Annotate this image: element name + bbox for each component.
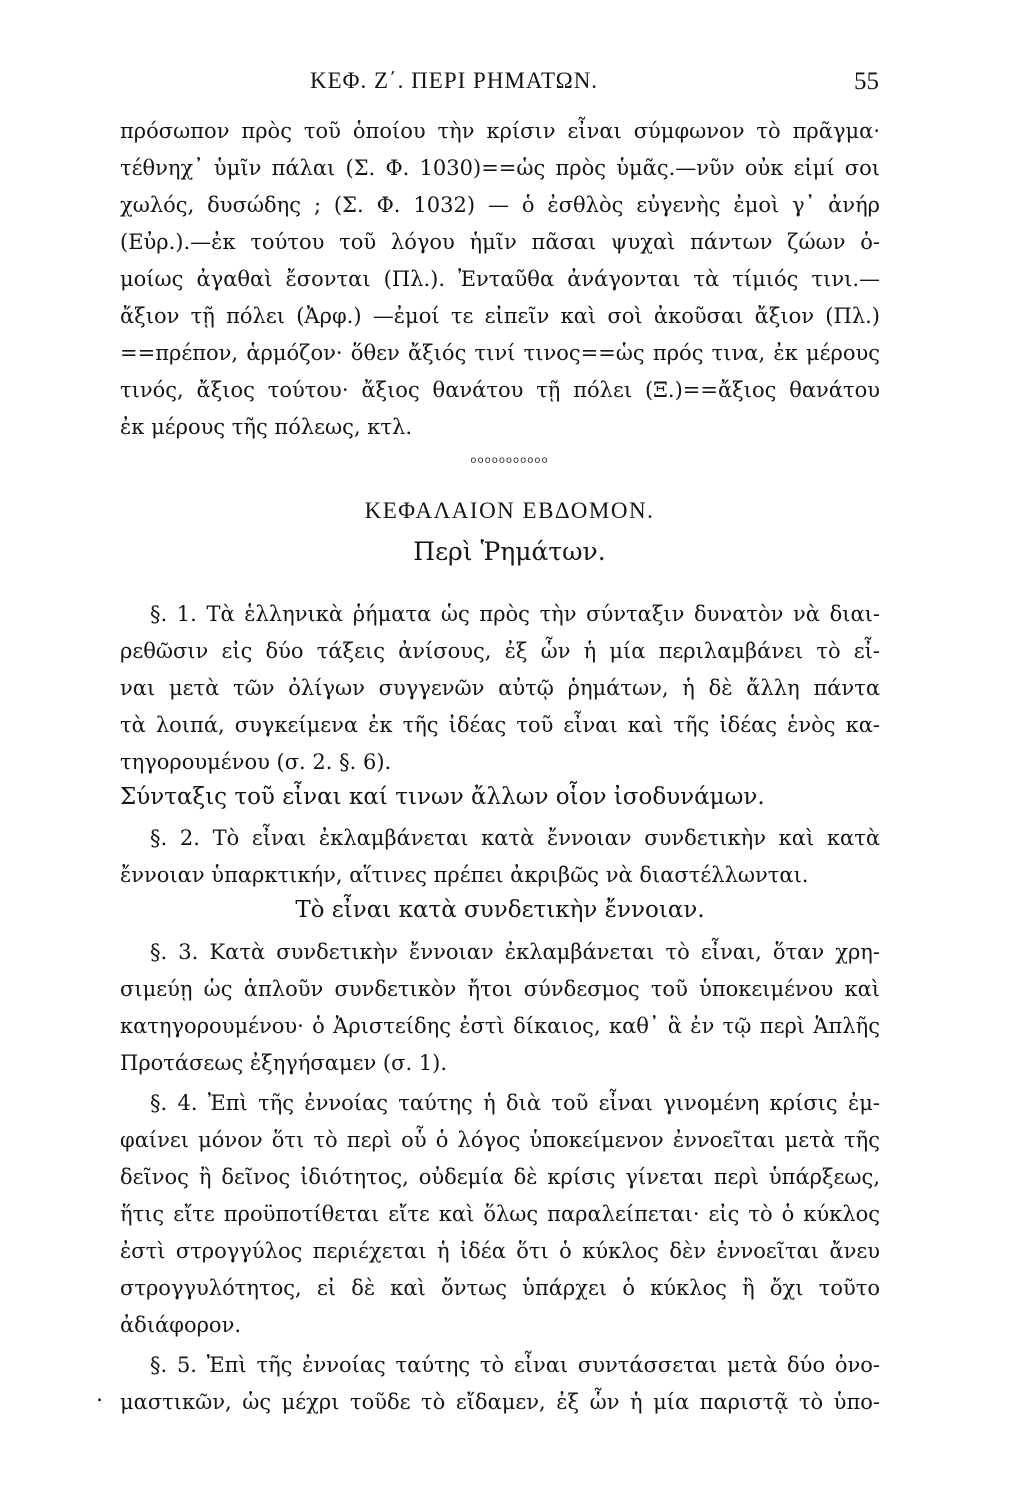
text-line: (Εὐρ.).—ἐκ τούτου τοῦ λόγου ἡμῖν πᾶσαι ψυχαὶ πάντων ζώων ὁ-	[120, 230, 880, 254]
text-line: ἄξιον τῇ πόλει (Ἀρφ.) —ἐμοί τε εἰπεῖν καὶ σοὶ ἀκοῦσαι ἄξιον (Πλ.)	[120, 304, 880, 328]
running-title: ΚΕΦ. Ζ΄. ΠΕΡΙ ΡΗΜΑΤΩΝ.	[310, 68, 599, 93]
text-line: μαστικῶν, ὡς μέχρι τοῦδε τὸ εἴδαμεν, ἐξ ὧν ἡ μία παριστᾷ τὸ ὑπο-	[120, 1390, 880, 1414]
text-line: μοίως ἀγαθαὶ ἔσονται (Πλ.). Ἐνταῦθα ἀνάγονται τὰ τίμιός τινι.—	[120, 267, 880, 291]
text-line: τινός, ἄξιος τούτου· ἄξιος θανάτου τῇ πόλει (Ξ.)==ἄξιος θανάτου	[120, 378, 880, 402]
text-line: στρογγυλότητος, εἰ δὲ καὶ ὄντως ὑπάρχει ὁ κύκλος ἢ ὄχι τοῦτο	[120, 1276, 880, 1300]
text-line: ρεθῶσιν εἰς δύο τάξεις ἀνίσους, ἐξ ὧν ἡ μία περιλαμβάνει τὸ εἶ-	[120, 639, 880, 663]
section-heading: Τὸ εἶναι κατὰ συνδετικὴν ἔννοιαν.	[295, 897, 705, 923]
page-number: 55	[854, 68, 879, 95]
text-line: ==πρέπον, ἁρμόζον· ὅθεν ἄξιός τινί τινος==ὡς πρός τινα, ἐκ μέρους	[120, 341, 880, 365]
text-line: Προτάσεως ἐξηγήσαμεν (σ. 1).	[120, 1051, 448, 1075]
chapter-title: ΚΕΦΑΛΑΙΟΝ ΕΒΔΟΜΟΝ.	[364, 498, 655, 523]
text-line: σιμεύῃ ὡς ἁπλοῦν συνδετικὸν ἤτοι σύνδεσμος τοῦ ὑποκειμένου καὶ	[120, 977, 880, 1001]
text-line: πρόσωπον πρὸς τοῦ ὁποίου τὴν κρίσιν εἶναι σύμφωνον τὸ πρᾶγμα·	[120, 119, 880, 143]
chapter-subtitle: Περὶ Ῥημάτων.	[413, 537, 606, 566]
text-line: φαίνει μόνον ὅτι τὸ περὶ οὗ ὁ λόγος ὑποκείμενον ἐννοεῖται μετὰ τῆς	[120, 1128, 880, 1152]
text-line: τέθνηχ᾽ ὑμῖν πάλαι (Σ. Φ. 1030)==ὡς πρὸς ὑμᾶς.—νῦν οὐκ εἰμί σοι	[120, 156, 880, 180]
text-line: ἐστὶ στρογγύλος περιέχεται ἡ ἰδέα ὅτι ὁ κύκλος δὲν ἐννοεῖται ἄνευ	[120, 1239, 880, 1263]
margin-mark: .	[96, 1382, 103, 1407]
text-line: ἔννοιαν ὑπαρκτικήν, αἵτινες πρέπει ἀκριβῶς νὰ διαστέλλωνται.	[120, 863, 809, 887]
text-line: τὰ λοιπά, συγκείμενα ἐκ τῆς ἰδέας τοῦ εἶναι καὶ τῆς ἰδέας ἑνὸς κα-	[120, 713, 880, 737]
text-line: ἀδιάφορον.	[120, 1313, 242, 1337]
ornament-divider: ooooooooooo	[470, 455, 549, 466]
text-line: ἥτις εἴτε προϋποτίθεται εἴτε καὶ ὅλως παραλείπεται· εἰς τὸ ὁ κύκλος	[120, 1202, 880, 1226]
text-line: §. 2. Τὸ εἶναι ἐκλαμβάνεται κατὰ ἔννοιαν συνδετικὴν καὶ κατὰ	[150, 826, 880, 850]
text-line: §. 4. Ἐπὶ τῆς ἐννοίας ταύτης ἡ διὰ τοῦ εἶναι γινομένη κρίσις ἐμ-	[150, 1091, 880, 1115]
text-line: κατηγορουμένου· ὁ Ἀριστείδης ἐστὶ δίκαιος, καθ᾽ ἃ ἐν τῷ περὶ Ἁπλῆς	[120, 1014, 880, 1038]
text-line: ἐκ μέρους τῆς πόλεως, κτλ.	[120, 415, 413, 439]
section-heading: Σύνταξις τοῦ εἶναι καί τινων ἄλλων οἷον ἰσοδυνάμων.	[120, 784, 765, 810]
text-line: ναι μετὰ τῶν ὀλίγων συγγενῶν αὐτῷ ῥημάτων, ἡ δὲ ἄλλη πάντα	[120, 676, 880, 700]
page-header	[310, 68, 879, 102]
text-line: χωλός, δυσώδης ; (Σ. Φ. 1032) — ὁ ἐσθλὸς εὐγενὴς ἐμοὶ γ᾽ ἀνήρ	[120, 193, 880, 217]
text-line: §. 1. Τὰ ἑλληνικὰ ῥήματα ὡς πρὸς τὴν σύνταξιν δυνατὸν νὰ διαι-	[150, 602, 880, 626]
text-line: τηγορουμένου (σ. 2. §. 6).	[120, 750, 392, 774]
text-line: δεῖνος ἢ δεῖνος ἰδιότητος, οὐδεμία δὲ κρίσις γίνεται περὶ ὑπάρξεως,	[120, 1165, 880, 1189]
text-line: §. 3. Κατὰ συνδετικὴν ἔννοιαν ἐκλαμβάνεται τὸ εἶναι, ὅταν χρη-	[150, 940, 880, 964]
text-line: §. 5. Ἐπὶ τῆς ἐννοίας ταύτης τὸ εἶναι συντάσσεται μετὰ δύο ὀνο-	[150, 1353, 880, 1377]
